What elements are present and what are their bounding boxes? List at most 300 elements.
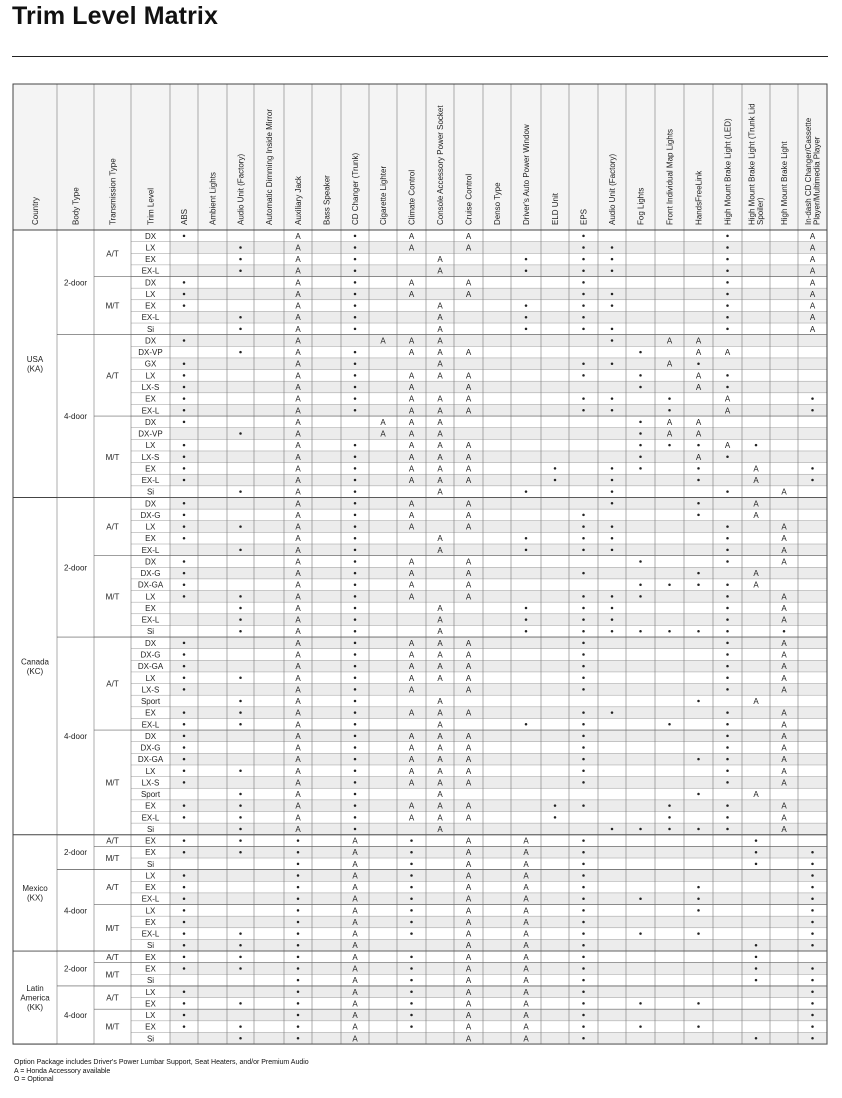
feature-dot	[755, 444, 758, 447]
feature-dot	[582, 909, 585, 912]
feature-dot	[582, 944, 585, 947]
feature-mark: A	[437, 452, 443, 462]
feature-dot	[582, 956, 585, 959]
feature-dot	[611, 711, 614, 714]
feature-dot	[811, 1037, 814, 1040]
feature-mark: A	[666, 429, 673, 439]
feature-mark: A	[408, 278, 415, 288]
feature-mark: A	[408, 383, 415, 393]
column-header-text: Console Accessory Power Socket	[435, 105, 445, 225]
feature-dot	[239, 1025, 242, 1028]
trim-level: EX	[145, 708, 156, 718]
feature-dot	[354, 677, 357, 680]
feature-dot	[297, 932, 300, 935]
feature-mark: A	[465, 371, 472, 381]
feature-dot	[554, 467, 557, 470]
feature-mark: A	[437, 429, 443, 439]
feature-dot	[239, 932, 242, 935]
feature-dot	[554, 804, 557, 807]
feature-dot	[183, 281, 186, 284]
feature-dot	[183, 421, 186, 424]
feature-dot	[297, 839, 300, 842]
feature-mark: A	[809, 324, 816, 334]
feature-mark: A	[295, 452, 301, 462]
trim-level: DX-G	[140, 569, 161, 579]
feature-dot	[582, 269, 585, 272]
feature-mark: A	[465, 289, 472, 299]
feature-dot	[697, 1002, 700, 1005]
feature-mark: A	[408, 417, 415, 427]
feature-mark: A	[352, 1034, 358, 1044]
feature-mark: A	[753, 464, 759, 474]
feature-dot	[726, 618, 729, 621]
feature-mark: A	[408, 662, 415, 672]
feature-mark: A	[781, 638, 787, 648]
feature-dot	[354, 618, 357, 621]
column-header	[146, 188, 155, 225]
feature-dot	[183, 816, 186, 819]
feature-dot	[611, 362, 614, 365]
feature-mark: A	[408, 336, 415, 346]
feature-dot	[668, 409, 671, 412]
row-shade	[170, 358, 827, 370]
feature-dot	[410, 979, 413, 982]
feature-mark: A	[437, 638, 443, 648]
column-header-text: Trim Level	[146, 187, 156, 225]
column-header-text: ABS	[179, 208, 189, 225]
feature-dot	[726, 246, 729, 249]
feature-dot	[811, 1014, 814, 1017]
feature-dot	[239, 700, 242, 703]
feature-mark: A	[437, 336, 443, 346]
feature-dot	[354, 362, 357, 365]
feature-dot	[582, 642, 585, 645]
feature-mark: A	[352, 976, 358, 986]
trim-level: DX	[144, 336, 157, 346]
body-type: 2-door	[63, 848, 88, 858]
feature-dot	[582, 863, 585, 866]
transmission-type: A/T	[106, 952, 119, 962]
feature-mark: A	[724, 394, 731, 404]
feature-dot	[354, 409, 357, 412]
feature-dot	[354, 781, 357, 784]
feature-dot	[183, 956, 186, 959]
column-header-text: Player/Multimedia Player	[812, 136, 822, 225]
feature-dot	[239, 839, 242, 842]
row-shade	[170, 1032, 827, 1044]
feature-dot	[811, 397, 814, 400]
feature-dot	[811, 944, 814, 947]
feature-mark: A	[781, 557, 787, 567]
feature-dot	[726, 549, 729, 552]
feature-mark: A	[352, 894, 358, 904]
feature-mark: A	[465, 348, 472, 358]
feature-dot	[183, 770, 186, 773]
feature-dot	[582, 665, 585, 668]
feature-dot	[726, 804, 729, 807]
feature-mark: A	[465, 766, 472, 776]
column-header	[780, 141, 789, 225]
feature-dot	[582, 281, 585, 284]
feature-dot	[183, 851, 186, 854]
feature-mark: A	[781, 534, 787, 544]
feature-mark: A	[295, 243, 301, 253]
row-shade	[170, 428, 827, 440]
note-option-package: Option Package includes Driver's Power Lumbar Support, Seat Heaters, and/or Premium Audio	[14, 1059, 309, 1066]
feature-dot	[183, 304, 186, 307]
feature-mark: A	[352, 883, 358, 893]
feature-mark: A	[465, 650, 472, 660]
feature-dot	[354, 316, 357, 319]
feature-mark: A	[465, 731, 472, 741]
feature-mark: A	[295, 429, 301, 439]
feature-dot	[183, 572, 186, 575]
feature-mark: A	[781, 801, 787, 811]
feature-dot	[525, 607, 528, 610]
feature-dot	[297, 897, 300, 900]
feature-dot	[582, 874, 585, 877]
feature-dot	[582, 246, 585, 249]
country-name: USA	[26, 354, 44, 364]
feature-mark: A	[295, 278, 301, 288]
feature-dot	[354, 688, 357, 691]
feature-dot	[726, 816, 729, 819]
country-name: Latin	[26, 984, 44, 994]
feature-mark: A	[753, 510, 759, 520]
feature-mark: A	[380, 429, 386, 439]
feature-mark: A	[408, 510, 415, 520]
trim-level: EX	[145, 534, 156, 544]
feature-dot	[582, 991, 585, 994]
feature-dot	[611, 607, 614, 610]
column-header-text: High Mount Brake Light (LED)	[723, 118, 733, 225]
feature-mark: A	[295, 545, 301, 555]
feature-dot	[582, 770, 585, 773]
feature-mark: A	[408, 476, 415, 486]
column-header	[322, 175, 331, 225]
feature-mark: A	[465, 964, 472, 974]
feature-mark: A	[809, 313, 816, 323]
feature-mark: A	[437, 801, 443, 811]
feature-mark: A	[523, 883, 529, 893]
row-shade	[170, 335, 827, 347]
column-header-text: High Mount Brake Light (Trunk Lid	[747, 103, 757, 225]
feature-dot	[811, 886, 814, 889]
trim-level: LX-S	[141, 452, 160, 462]
trim-level: EX-L	[141, 894, 160, 904]
feature-mark: A	[809, 255, 816, 265]
feature-dot	[297, 863, 300, 866]
feature-mark: A	[295, 522, 301, 532]
feature-mark: A	[523, 976, 529, 986]
feature-mark: A	[465, 941, 472, 951]
feature-mark: A	[295, 731, 301, 741]
feature-dot	[239, 351, 242, 354]
feature-mark: A	[437, 743, 443, 753]
feature-mark: A	[408, 813, 415, 823]
feature-mark: A	[523, 836, 529, 846]
feature-dot	[410, 956, 413, 959]
feature-mark: A	[437, 464, 443, 474]
feature-dot	[410, 921, 413, 924]
feature-dot	[525, 328, 528, 331]
feature-mark: A	[809, 243, 816, 253]
feature-mark: A	[437, 697, 443, 707]
feature-mark: A	[809, 266, 816, 276]
feature-mark: A	[295, 336, 301, 346]
feature-dot	[639, 421, 642, 424]
trim-level: DX	[144, 231, 157, 241]
trim-level: EX-L	[141, 266, 160, 276]
feature-mark: A	[352, 871, 358, 881]
feature-dot	[639, 1002, 642, 1005]
feature-mark: A	[352, 917, 358, 927]
feature-dot	[354, 479, 357, 482]
transmission-type: M/T	[105, 592, 120, 602]
feature-dot	[611, 828, 614, 831]
feature-mark: A	[437, 359, 443, 369]
feature-mark: A	[465, 836, 472, 846]
feature-dot	[582, 886, 585, 889]
column-header	[522, 124, 531, 225]
feature-dot	[239, 967, 242, 970]
feature-dot	[183, 653, 186, 656]
feature-mark: A	[295, 627, 301, 637]
feature-mark: A	[781, 685, 787, 695]
feature-dot	[726, 642, 729, 645]
feature-dot	[297, 1037, 300, 1040]
feature-dot	[726, 456, 729, 459]
feature-mark: A	[781, 824, 787, 834]
trim-level: LX	[145, 766, 156, 776]
feature-dot	[582, 711, 585, 714]
feature-dot	[297, 909, 300, 912]
feature-mark: A	[295, 813, 301, 823]
feature-mark: A	[753, 569, 759, 579]
feature-dot	[354, 281, 357, 284]
feature-dot	[811, 979, 814, 982]
feature-dot	[183, 921, 186, 924]
feature-dot	[582, 851, 585, 854]
feature-mark: A	[523, 964, 529, 974]
trim-level: Si	[146, 859, 155, 869]
feature-mark: A	[295, 476, 301, 486]
feature-dot	[410, 863, 413, 866]
feature-mark: A	[437, 731, 443, 741]
feature-dot	[582, 1002, 585, 1005]
feature-dot	[239, 258, 242, 261]
feature-mark: A	[753, 580, 759, 590]
feature-dot	[811, 991, 814, 994]
feature-mark: A	[465, 778, 472, 788]
column-header	[608, 154, 617, 225]
feature-dot	[726, 735, 729, 738]
feature-mark: A	[295, 499, 301, 509]
row-shade	[170, 846, 827, 858]
feature-mark: A	[437, 813, 443, 823]
feature-dot	[726, 304, 729, 307]
feature-mark: A	[465, 673, 472, 683]
trim-level: EX-L	[141, 476, 160, 486]
trim-level: EX	[145, 464, 156, 474]
trim-level: DX	[144, 557, 157, 567]
feature-dot	[582, 409, 585, 412]
feature-dot	[297, 979, 300, 982]
feature-mark: A	[295, 255, 301, 265]
feature-dot	[726, 293, 729, 296]
feature-dot	[354, 235, 357, 238]
feature-mark: A	[465, 859, 472, 869]
feature-dot	[183, 874, 186, 877]
feature-dot	[183, 991, 186, 994]
feature-mark: A	[465, 743, 472, 753]
feature-mark: A	[295, 301, 301, 311]
feature-mark: A	[465, 1011, 472, 1021]
feature-dot	[354, 549, 357, 552]
trim-level: EX-L	[141, 545, 160, 555]
feature-dot	[811, 921, 814, 924]
feature-dot	[582, 979, 585, 982]
row-shade	[170, 939, 827, 951]
feature-dot	[639, 932, 642, 935]
feature-dot	[726, 583, 729, 586]
trim-level: GX	[144, 359, 157, 369]
feature-mark: A	[523, 941, 529, 951]
column-header	[31, 197, 40, 225]
feature-mark: A	[437, 534, 443, 544]
feature-mark: A	[809, 289, 816, 299]
feature-dot	[582, 758, 585, 761]
body-type: 2-door	[63, 563, 88, 573]
feature-mark: A	[408, 522, 415, 532]
feature-dot	[183, 456, 186, 459]
feature-mark: A	[295, 231, 301, 241]
feature-dot	[354, 607, 357, 610]
feature-dot	[755, 979, 758, 982]
feature-mark: A	[465, 662, 472, 672]
header-background	[13, 84, 827, 230]
row-shade	[170, 474, 827, 486]
feature-dot	[697, 758, 700, 761]
column-header	[351, 152, 360, 225]
row-shade	[170, 986, 827, 998]
feature-dot	[811, 909, 814, 912]
feature-dot	[582, 525, 585, 528]
feature-dot	[239, 246, 242, 249]
feature-dot	[297, 886, 300, 889]
column-header	[551, 192, 560, 225]
trim-level: LX-S	[141, 778, 160, 788]
trim-level: EX	[145, 1022, 156, 1032]
feature-dot	[554, 816, 557, 819]
trim-level: EX-L	[141, 929, 160, 939]
feature-mark: A	[781, 603, 787, 613]
feature-dot	[611, 537, 614, 540]
feature-dot	[639, 828, 642, 831]
feature-dot	[697, 467, 700, 470]
feature-mark: A	[437, 615, 443, 625]
feature-mark: A	[437, 603, 443, 613]
feature-mark: A	[352, 941, 358, 951]
feature-dot	[639, 595, 642, 598]
feature-mark: A	[352, 999, 358, 1009]
feature-mark: A	[408, 638, 415, 648]
feature-dot	[582, 362, 585, 365]
feature-dot	[697, 793, 700, 796]
feature-dot	[697, 514, 700, 517]
feature-mark: A	[437, 778, 443, 788]
trim-level: EX-L	[141, 406, 160, 416]
feature-mark: A	[465, 883, 472, 893]
feature-dot	[611, 549, 614, 552]
feature-dot	[639, 456, 642, 459]
feature-mark: A	[352, 964, 358, 974]
feature-dot	[183, 525, 186, 528]
feature-dot	[354, 642, 357, 645]
feature-mark: A	[465, 278, 472, 288]
column-header	[265, 109, 274, 225]
feature-mark: A	[408, 650, 415, 660]
feature-mark: A	[753, 499, 759, 509]
trim-level: Si	[146, 1034, 155, 1044]
feature-mark: A	[437, 790, 443, 800]
feature-mark: A	[523, 929, 529, 939]
row-shade	[170, 1009, 827, 1021]
feature-mark: A	[523, 859, 529, 869]
feature-dot	[755, 839, 758, 842]
feature-dot	[611, 328, 614, 331]
feature-dot	[525, 490, 528, 493]
feature-dot	[183, 758, 186, 761]
feature-dot	[183, 735, 186, 738]
feature-mark: A	[465, 685, 472, 695]
feature-mark: A	[809, 278, 816, 288]
feature-mark: A	[295, 534, 301, 544]
feature-mark: A	[523, 1011, 529, 1021]
feature-dot	[525, 537, 528, 540]
trim-level: DX-GA	[137, 580, 164, 590]
feature-mark: A	[380, 336, 386, 346]
feature-dot	[354, 572, 357, 575]
feature-dot	[697, 444, 700, 447]
feature-dot	[354, 653, 357, 656]
feature-dot	[354, 525, 357, 528]
feature-dot	[697, 362, 700, 365]
feature-mark: A	[352, 859, 358, 869]
feature-mark: A	[809, 231, 816, 241]
feature-dot	[611, 595, 614, 598]
trim-level: DX-GA	[137, 662, 164, 672]
feature-dot	[239, 316, 242, 319]
feature-dot	[582, 607, 585, 610]
feature-mark: A	[408, 464, 415, 474]
feature-dot	[239, 328, 242, 331]
feature-dot	[354, 490, 357, 493]
feature-dot	[354, 583, 357, 586]
feature-dot	[183, 467, 186, 470]
trim-level: LX	[145, 673, 156, 683]
feature-mark: A	[465, 871, 472, 881]
feature-dot	[726, 525, 729, 528]
feature-dot	[783, 630, 786, 633]
feature-mark: A	[408, 708, 415, 718]
feature-dot	[611, 269, 614, 272]
feature-mark: A	[295, 650, 301, 660]
feature-mark: A	[781, 487, 787, 497]
feature-dot	[239, 677, 242, 680]
feature-dot	[611, 397, 614, 400]
feature-dot	[183, 595, 186, 598]
